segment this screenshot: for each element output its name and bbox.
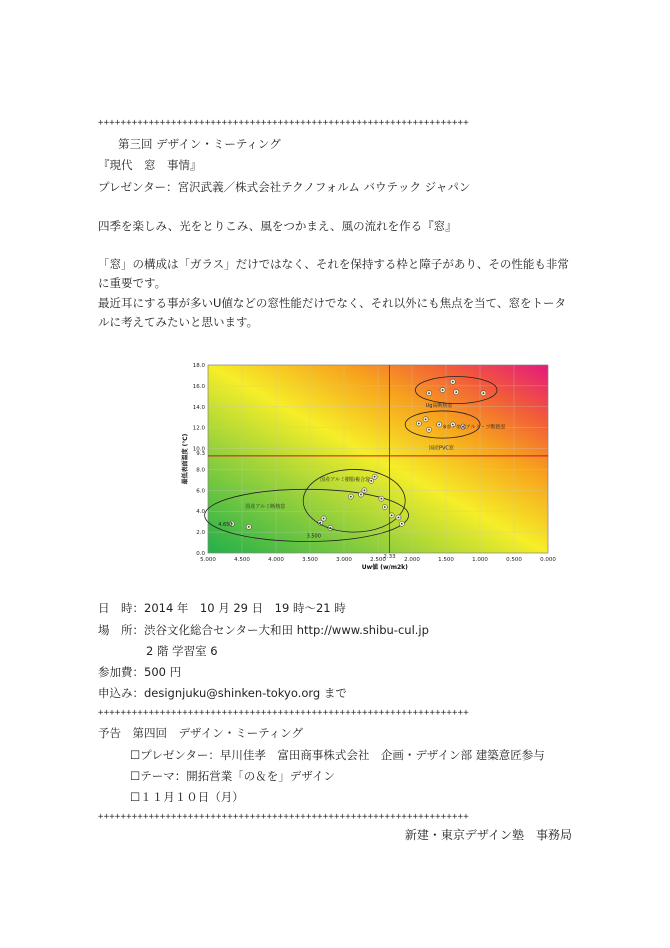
x-tick-label: 2.500 <box>370 557 386 563</box>
uw-vs-surface-temp-chart <box>175 355 556 585</box>
data-point-center <box>425 418 427 420</box>
x-axis-label: Uw値 (w/m2k) <box>361 564 408 571</box>
data-point-center <box>428 429 430 431</box>
separator-bottom: ++++++++++++++++++++++++++++++++++++++++++++++++++++++++++++++++++ <box>98 812 469 822</box>
y-tick-label: 6.0 <box>196 488 205 495</box>
fee-line: 参加費：500 円 <box>98 665 182 679</box>
y-tick-label: 4.0 <box>196 509 205 516</box>
date-label: 日 時： <box>98 601 144 615</box>
y-tick-label: 14.0 <box>192 404 205 411</box>
place-room: 2 階 学習室 6 <box>146 644 218 658</box>
y-axis-label: 最低表面温度 (℃) <box>182 433 189 485</box>
event-subtitle: 『現代 窓 事情』 <box>98 158 202 172</box>
place-row <box>98 623 429 637</box>
separator-top: ++++++++++++++++++++++++++++++++++++++++++++++++++++++++++++++++++ <box>98 118 469 128</box>
y-tick-label: 18.0 <box>192 363 205 369</box>
data-point-center <box>455 391 457 393</box>
data-point-center <box>370 480 372 482</box>
separator-middle: ++++++++++++++++++++++++++++++++++++++++++++++++++++++++++++++++++ <box>98 708 469 718</box>
data-point-center <box>428 392 430 394</box>
y-tick-label: 0.0 <box>196 551 205 557</box>
notice-theme: ☐テーマ：開拓営業「の＆を」デザイン <box>130 769 336 783</box>
presenter-line: プレゼンター：宮沢武義／株式会社テクノフォルム バウテック ジャパン <box>98 180 471 194</box>
y-tick-label: 16.0 <box>192 383 205 390</box>
y-tick-label: 2.0 <box>196 530 205 537</box>
data-point-center <box>360 494 362 496</box>
data-point-center <box>384 506 386 508</box>
data-point-center <box>381 498 383 500</box>
data-point-center <box>391 515 393 517</box>
apply-line: 申込み：designjuku@shinken-tokyo.org まで <box>98 686 347 700</box>
paragraph-window-structure: 「窓」の構成は「ガラス」だけではなく、それを保持する枠と障子があり、その性能も非常に重要です。 <box>98 257 569 290</box>
data-point-center <box>323 518 325 520</box>
chart-annotation: ※①・②はアルミ・ゴ断熱窓 <box>442 424 506 431</box>
tagline: 四季を楽しみ、光をとりこみ、風をつかまえ、風の流れを作る『窓』 <box>98 219 457 233</box>
data-point-center <box>364 489 366 491</box>
notice-title: 予告 第四回 デザイン・ミーティング <box>98 726 304 740</box>
data-point-center <box>398 517 400 519</box>
x-tick-label: 0.500 <box>506 557 522 563</box>
event-title: 第三回 デザイン・ミーティング <box>118 137 281 151</box>
x-tick-label: 4.000 <box>268 557 284 563</box>
chart-annotation: 国産PVC窓 <box>429 445 454 452</box>
chart-svg <box>175 355 556 585</box>
place-label: 場 所： <box>98 623 144 637</box>
data-point-center <box>350 496 352 498</box>
data-point-center <box>418 423 420 425</box>
notice-presenter: ☐プレゼンター：早川佳孝 富田商事株式会社 企画・デザイン部 建築意匠参与 <box>130 748 545 762</box>
chart-annotation: 4.650 <box>218 521 233 528</box>
data-point-center <box>401 523 403 525</box>
y-tick-label: 10.0 <box>192 446 205 453</box>
y-tick-label: 12.0 <box>192 425 205 432</box>
x-tick-label: 3.000 <box>336 557 352 563</box>
paragraph-window-performance: 最近耳にする事が多いU値などの窓性能だけでなく、それ以外にも焦点を当て、窓をトータルに考えてみたいと思います。 <box>98 296 566 329</box>
data-point-center <box>438 424 440 426</box>
plot-area <box>181 363 556 571</box>
reference-label-x: 2.33 <box>383 554 396 560</box>
organizer-footer: 新建・東京デザイン塾 事務局 <box>404 828 572 842</box>
x-tick-label: 0.000 <box>540 557 556 563</box>
x-tick-label: 5.000 <box>200 557 216 563</box>
x-tick-label: 1.000 <box>472 557 488 563</box>
chart-annotation: 国産アルミ樹脂複合窓 <box>320 476 371 483</box>
notice-date: ☐１１月１０日（月） <box>130 790 244 804</box>
x-tick-label: 4.500 <box>234 557 250 563</box>
data-point-center <box>483 392 485 394</box>
data-point-center <box>452 381 454 383</box>
x-tick-label: 2.000 <box>404 557 420 563</box>
reference-label-y: 9.3 <box>196 450 205 457</box>
x-tick-label: 1.500 <box>438 557 454 563</box>
date-row <box>98 601 346 615</box>
data-point-center <box>374 476 376 478</box>
chart-annotation: 3.500 <box>306 533 321 540</box>
place-value: 渋谷文化総合センター大和田 http://www.shibu-cul.jp <box>144 623 429 637</box>
date-value: 2014 年 10 月 29 日 19 時～21 時 <box>144 601 346 615</box>
y-tick-label: 8.0 <box>196 467 205 474</box>
x-tick-label: 3.500 <box>302 557 318 563</box>
data-point-center <box>248 526 250 528</box>
data-point-center <box>442 389 444 391</box>
chart-annotation: 国産アルミ断熱窓 <box>245 504 286 511</box>
chart-annotation: Ug高断熱窓 <box>425 402 453 409</box>
